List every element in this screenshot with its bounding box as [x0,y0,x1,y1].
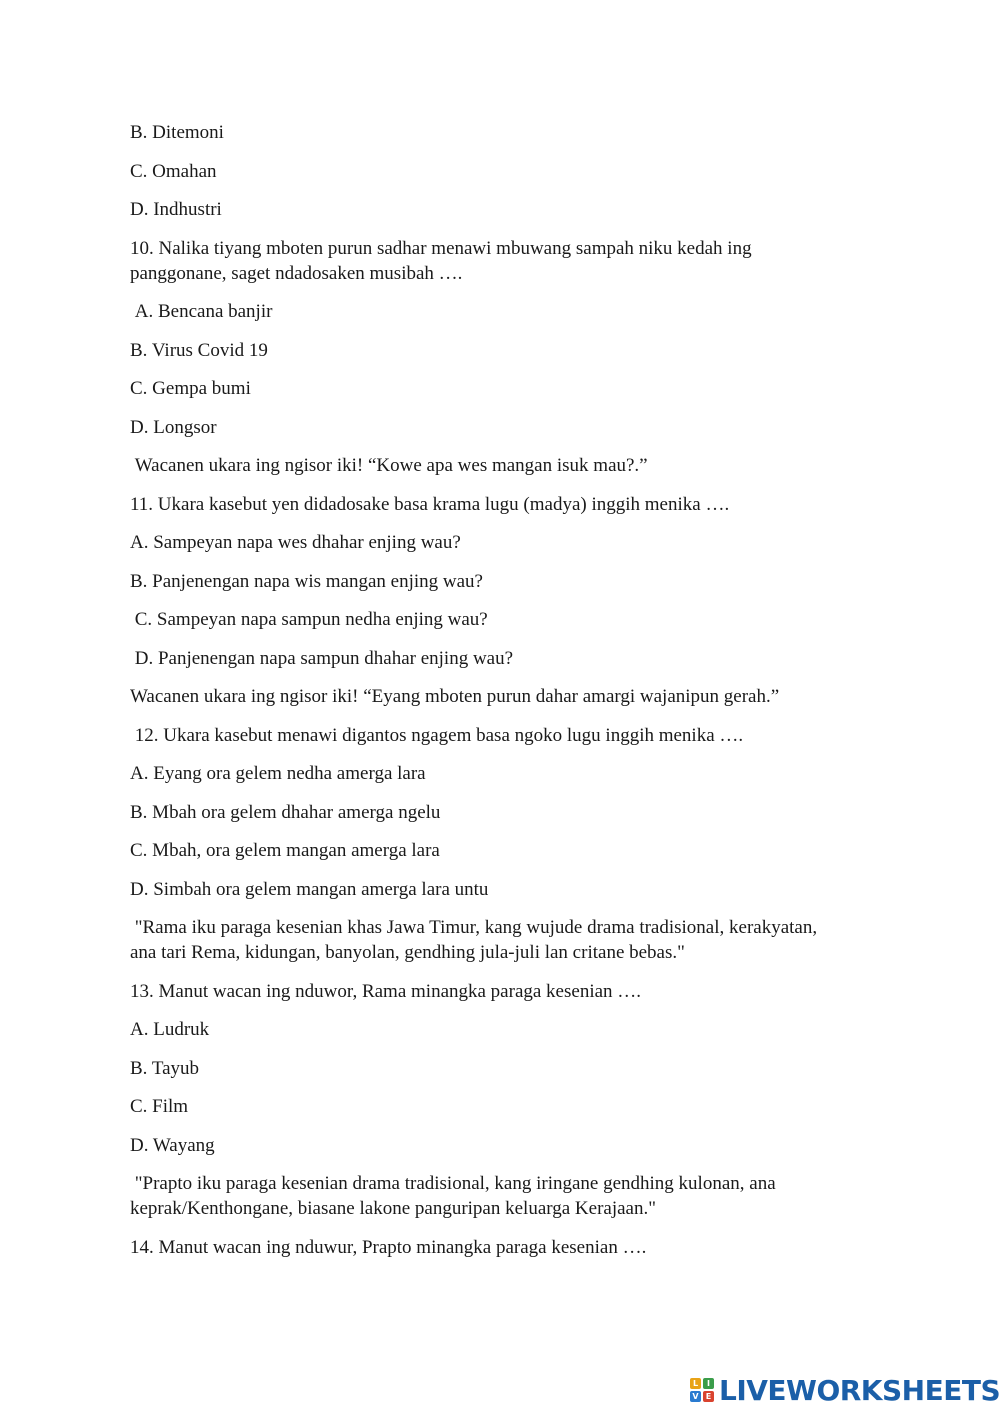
liveworksheets-logo[interactable] [690,1374,1000,1406]
q13-option-d: D. Wayang [130,1135,215,1156]
passage-14-line-1: "Prapto iku paraga kesenian drama tradisional, kang iringane gendhing kulonan, ana [130,1173,776,1194]
liveworksheets-wordmark: LIVEWORKSHEETS [719,1373,1000,1407]
q11-option-d: D. Panjenengan napa sampun dhahar enjing wau? [130,648,514,669]
question-13: 13. Manut wacan ing nduwor, Rama minangka paraga kesenian …. [130,981,642,1002]
logo-icon-e: E [703,1391,714,1402]
q11-option-b: B. Panjenengan napa wis mangan enjing wau? [130,571,483,592]
passage-12: Wacanen ukara ing ngisor iki! “Eyang mboten purun dahar amargi wajanipun gerah.” [130,686,780,707]
question-10-line-1: 10. Nalika tiyang mboten purun sadhar menawi mbuwang sampah niku kedah ing [130,238,752,259]
q13-option-a: A. Ludruk [130,1019,210,1040]
question-12: 12. Ukara kasebut menawi digantos ngagem basa ngoko lugu inggih menika …. [130,725,744,746]
q13-option-c: C. Film [130,1096,189,1117]
q10-option-c: C. Gempa bumi [130,378,251,399]
question-10-line-2: panggonane, saget ndadosaken musibah …. [130,263,463,284]
option-b-ditemoni: B. Ditemoni [130,122,224,143]
q13-option-b: B. Tayub [130,1058,200,1079]
q10-option-a: A. Bencana banjir [130,301,273,322]
q10-option-d: D. Longsor [130,417,217,438]
logo-icon-v: V [690,1391,701,1402]
logo-icon-i: I [703,1378,714,1389]
passage-13-line-1: "Rama iku paraga kesenian khas Jawa Timur, kang wujude drama tradisional, kerakyatan, [130,917,818,938]
q12-option-a: A. Eyang ora gelem nedha amerga lara [130,763,426,784]
logo-icon-l: L [690,1378,701,1389]
liveworksheets-logo-icon [690,1378,714,1402]
option-d-indhustri: D. Indhustri [130,199,222,220]
question-11: 11. Ukara kasebut yen didadosake basa krama lugu (madya) inggih menika …. [130,494,730,515]
passage-13-line-2: ana tari Rema, kidungan, banyolan, gendhing jula-juli lan critane bebas." [130,942,685,963]
option-c-omahan: C. Omahan [130,161,217,182]
question-14: 14. Manut wacan ing nduwur, Prapto minangka paraga kesenian …. [130,1237,647,1258]
q11-option-c: C. Sampeyan napa sampun nedha enjing wau? [130,609,488,630]
passage-11: Wacanen ukara ing ngisor iki! “Kowe apa wes mangan isuk mau?.” [130,455,648,476]
passage-14-line-2: keprak/Kenthongane, biasane lakone panguripan keluarga Kerajaan." [130,1198,656,1219]
q11-option-a: A. Sampeyan napa wes dhahar enjing wau? [130,532,461,553]
q12-option-d: D. Simbah ora gelem mangan amerga lara untu [130,879,489,900]
q12-option-c: C. Mbah, ora gelem mangan amerga lara [130,840,440,861]
q10-option-b: B. Virus Covid 19 [130,340,268,361]
q12-option-b: B. Mbah ora gelem dhahar amerga ngelu [130,802,441,823]
